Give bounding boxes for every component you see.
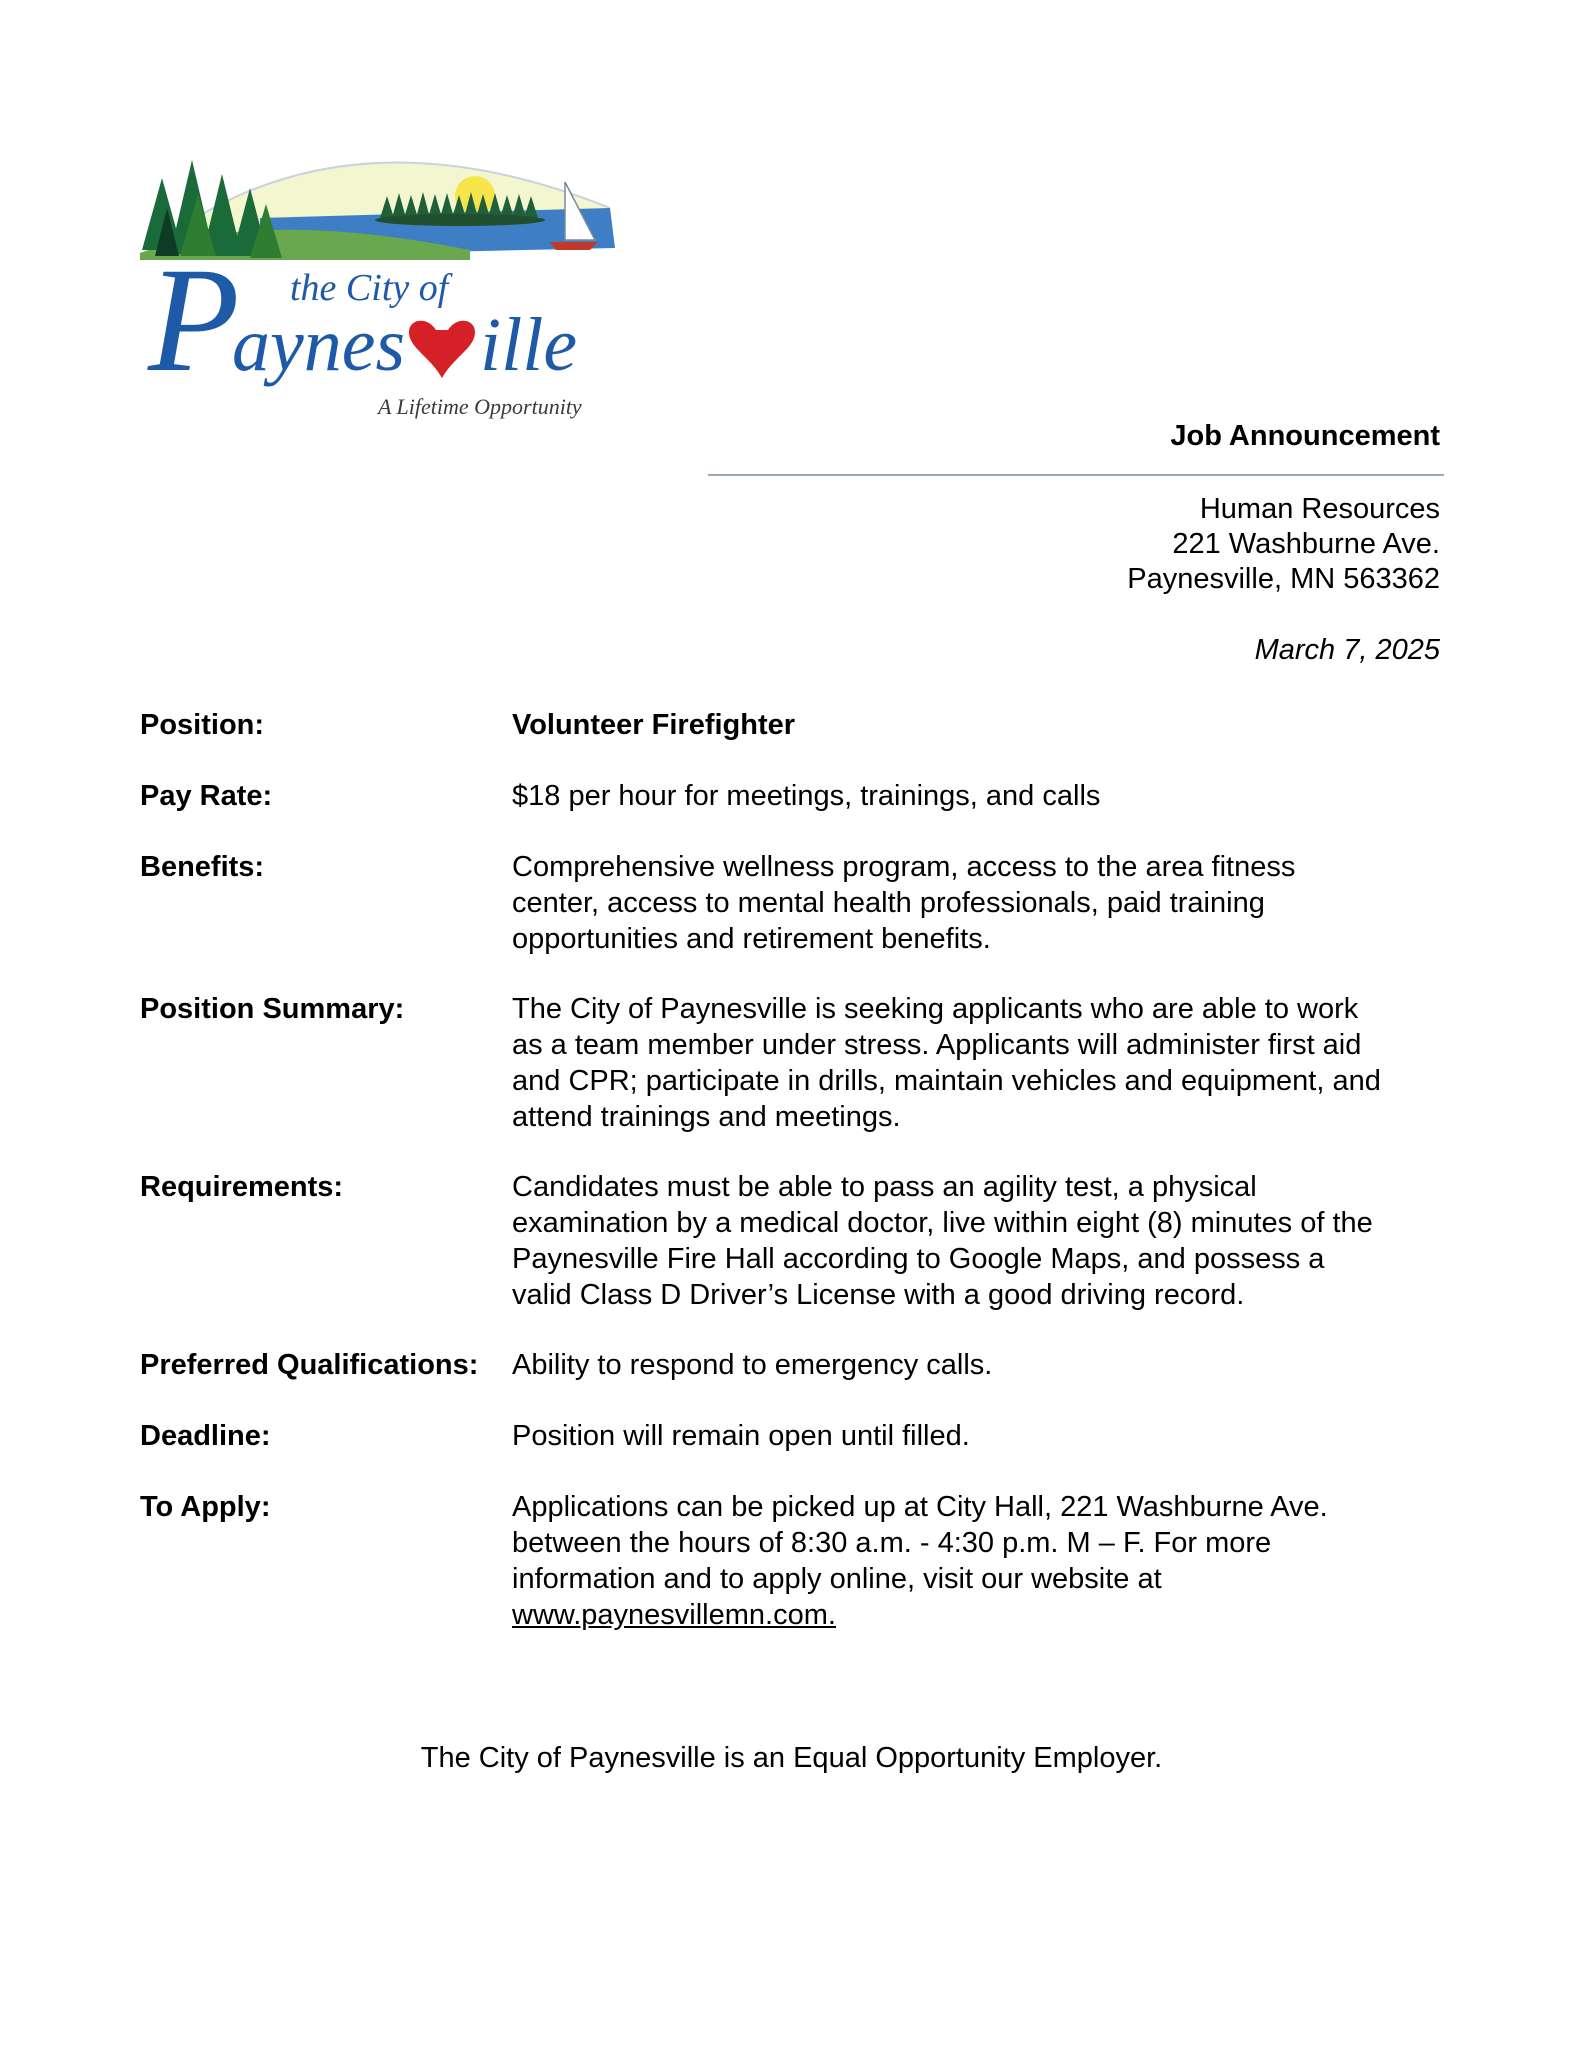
field-label: Requirements:: [140, 1171, 344, 1203]
address-line: 221 Washburne Ave.: [1172, 528, 1440, 560]
svg-text:the City of: the City of: [290, 267, 449, 309]
field-line: examination by a medical doctor, live within eight (8) minutes of the: [512, 1207, 1373, 1239]
field-value: [512, 849, 1448, 957]
field-value: [512, 707, 1448, 743]
field-value: [512, 1347, 1448, 1383]
field-line: attend trainings and meetings.: [512, 1101, 901, 1133]
field-line: information and to apply online, visit our website at: [512, 1563, 1162, 1595]
header-divider: [708, 474, 1444, 476]
field-line: center, access to mental health professionals, paid training: [512, 887, 1265, 919]
field-line: between the hours of 8:30 a.m. - 4:30 p.m. M – F. For more: [512, 1527, 1272, 1559]
field-label: To Apply:: [140, 1491, 271, 1523]
field-label: Preferred Qualifications:: [140, 1349, 479, 1381]
svg-text:P: P: [148, 237, 240, 403]
field-line: Position will remain open until filled.: [512, 1420, 970, 1452]
field-line: The City of Paynesville is seeking applicants who are able to work: [512, 993, 1359, 1025]
field-line: opportunities and retirement benefits.: [512, 923, 991, 955]
field-line: Comprehensive wellness program, access to the area fitness: [512, 851, 1296, 883]
field-label: Pay Rate:: [140, 780, 273, 812]
field-line: and CPR; participate in drills, maintain vehicles and equipment, and: [512, 1065, 1381, 1097]
field-value: [512, 991, 1448, 1135]
field-line: Volunteer Firefighter: [512, 709, 796, 741]
field-line: Candidates must be able to pass an agility test, a physical: [512, 1171, 1257, 1203]
field-value: [512, 1169, 1448, 1313]
field-line: Paynesville Fire Hall according to Google Maps, and possess a: [512, 1243, 1325, 1275]
field-label: Position Summary:: [140, 993, 405, 1025]
equal-opportunity-statement: The City of Paynesville is an Equal Opportunity Employer.: [420, 1742, 1163, 1774]
svg-text:A Lifetime Opportunity: A Lifetime Opportunity: [378, 394, 582, 419]
field-line: Ability to respond to emergency calls.: [512, 1349, 993, 1381]
field-line: as a team member under stress. Applicants will administer first aid: [512, 1029, 1362, 1061]
svg-text:ille: ille: [480, 303, 578, 387]
field-label: Deadline:: [140, 1420, 271, 1452]
field-line: Applications can be picked up at City Hall, 221 Washburne Ave.: [512, 1491, 1328, 1523]
field-value: [512, 778, 1448, 814]
city-logo: [140, 138, 630, 428]
document-type-heading: Job Announcement: [1170, 420, 1440, 452]
hr-address-block: [1127, 492, 1440, 597]
field-label: Benefits:: [140, 851, 265, 883]
field-line: $18 per hour for meetings, trainings, and calls: [512, 780, 1101, 812]
address-line: Human Resources: [1199, 493, 1440, 525]
field-label: Position:: [140, 709, 265, 741]
field-value: [512, 1418, 1448, 1454]
svg-text:aynes: aynes: [232, 303, 406, 387]
address-line: Paynesville, MN 563362: [1127, 563, 1440, 595]
announcement-date: March 7, 2025: [1254, 634, 1440, 666]
website-link[interactable]: www.paynesvillemn.com.: [512, 1599, 836, 1631]
field-line: valid Class D Driver’s License with a good driving record.: [512, 1279, 1245, 1311]
field-value: [512, 1489, 1448, 1633]
